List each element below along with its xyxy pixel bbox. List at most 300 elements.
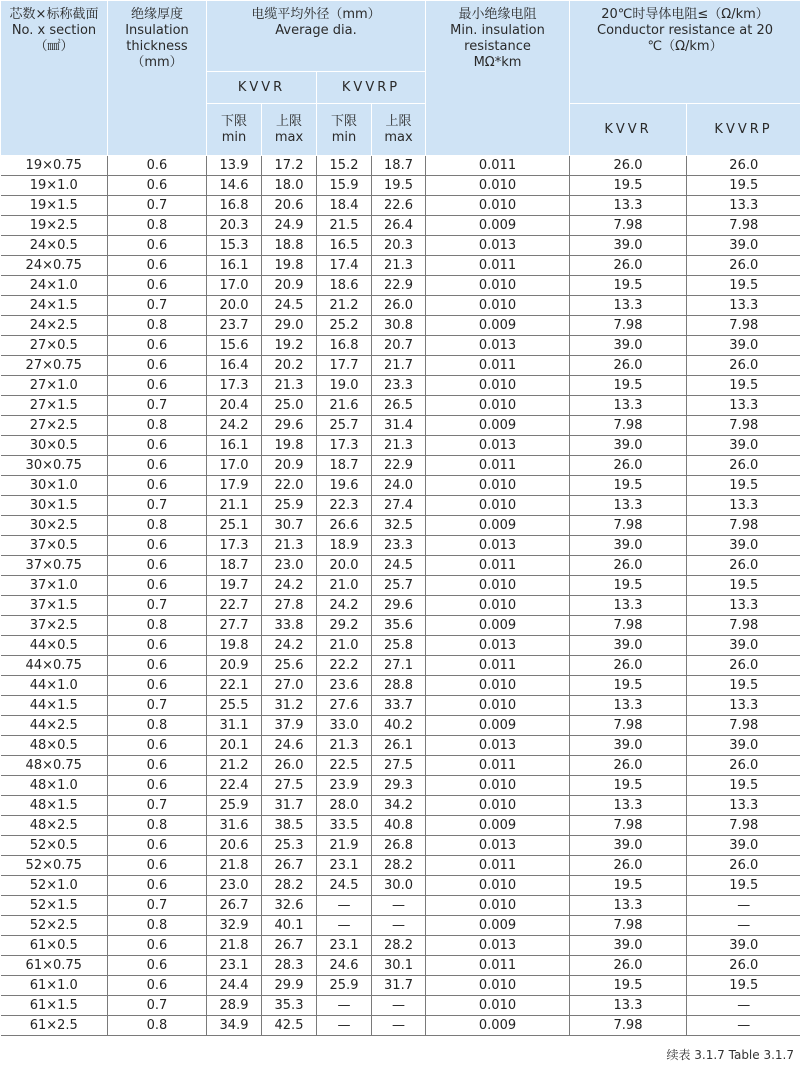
cell-kvvrp-dia-max: 29.3 bbox=[372, 776, 426, 796]
cell-kvvrp-dia-max: 30.1 bbox=[372, 956, 426, 976]
cell-kvvrp-conductor-resistance: — bbox=[687, 1016, 800, 1036]
table-row bbox=[1, 816, 800, 836]
cell-kvvrp-dia-max: 32.5 bbox=[372, 516, 426, 536]
cell-kvvr-dia-min: 27.7 bbox=[207, 616, 262, 636]
cell-kvvrp-conductor-resistance: 19.5 bbox=[687, 176, 800, 196]
cell-kvvr-conductor-resistance: 7.98 bbox=[570, 416, 687, 436]
cell-min-insulation-resistance: 0.009 bbox=[426, 316, 570, 336]
cell-kvvrp-dia-min: 21.9 bbox=[317, 836, 372, 856]
cell-min-insulation-resistance: 0.011 bbox=[426, 956, 570, 976]
cell-core-section: 48×1.0 bbox=[1, 776, 108, 796]
cell-kvvr-dia-min: 21.2 bbox=[207, 756, 262, 776]
cell-kvvrp-dia-max: 33.7 bbox=[372, 696, 426, 716]
cell-min-insulation-resistance: 0.010 bbox=[426, 296, 570, 316]
cell-insulation-thickness: 0.8 bbox=[108, 216, 207, 236]
cell-min-insulation-resistance: 0.011 bbox=[426, 156, 570, 176]
cell-kvvr-dia-max: 20.2 bbox=[262, 356, 317, 376]
cell-kvvr-dia-min: 18.7 bbox=[207, 556, 262, 576]
cell-kvvrp-conductor-resistance: 26.0 bbox=[687, 756, 800, 776]
cell-kvvr-conductor-resistance: 7.98 bbox=[570, 516, 687, 536]
cell-kvvr-dia-max: 19.8 bbox=[262, 256, 317, 276]
cell-kvvrp-dia-min: 18.4 bbox=[317, 196, 372, 216]
cell-min-insulation-resistance: 0.013 bbox=[426, 936, 570, 956]
cell-core-section: 61×1.5 bbox=[1, 996, 108, 1016]
cell-kvvr-dia-max: 31.2 bbox=[262, 696, 317, 716]
cell-kvvr-dia-max: 38.5 bbox=[262, 816, 317, 836]
cell-insulation-thickness: 0.7 bbox=[108, 796, 207, 816]
cell-insulation-thickness: 0.6 bbox=[108, 776, 207, 796]
cell-kvvrp-dia-max: 26.4 bbox=[372, 216, 426, 236]
table-row bbox=[1, 376, 800, 396]
cell-min-insulation-resistance: 0.010 bbox=[426, 796, 570, 816]
cell-kvvrp-conductor-resistance: 19.5 bbox=[687, 776, 800, 796]
cell-kvvrp-dia-min: 19.6 bbox=[317, 476, 372, 496]
cell-kvvrp-conductor-resistance: 7.98 bbox=[687, 516, 800, 536]
table-row bbox=[1, 796, 800, 816]
cell-kvvr-dia-min: 23.7 bbox=[207, 316, 262, 336]
cell-kvvr-dia-max: 30.7 bbox=[262, 516, 317, 536]
cell-kvvrp-conductor-resistance: 7.98 bbox=[687, 616, 800, 636]
cell-kvvr-dia-min: 16.4 bbox=[207, 356, 262, 376]
cell-kvvrp-dia-min: 17.7 bbox=[317, 356, 372, 376]
cell-kvvr-dia-max: 18.8 bbox=[262, 236, 317, 256]
cell-core-section: 24×0.75 bbox=[1, 256, 108, 276]
cell-kvvrp-dia-min: 21.6 bbox=[317, 396, 372, 416]
cell-core-section: 44×1.5 bbox=[1, 696, 108, 716]
cell-core-section: 48×0.5 bbox=[1, 736, 108, 756]
cell-kvvr-dia-min: 20.3 bbox=[207, 216, 262, 236]
cell-min-insulation-resistance: 0.013 bbox=[426, 436, 570, 456]
cell-core-section: 52×1.5 bbox=[1, 896, 108, 916]
cell-kvvrp-conductor-resistance: 39.0 bbox=[687, 436, 800, 456]
cell-kvvr-conductor-resistance: 26.0 bbox=[570, 556, 687, 576]
cell-kvvrp-conductor-resistance: 39.0 bbox=[687, 936, 800, 956]
cell-kvvrp-conductor-resistance: 39.0 bbox=[687, 336, 800, 356]
cell-insulation-thickness: 0.6 bbox=[108, 456, 207, 476]
table-row bbox=[1, 436, 800, 456]
cell-kvvr-dia-min: 13.9 bbox=[207, 156, 262, 176]
cell-kvvrp-conductor-resistance: 39.0 bbox=[687, 836, 800, 856]
cell-kvvrp-dia-min: 28.0 bbox=[317, 796, 372, 816]
cell-kvvrp-dia-max: 20.7 bbox=[372, 336, 426, 356]
cell-kvvrp-dia-min: 23.6 bbox=[317, 676, 372, 696]
cell-kvvrp-dia-max: 20.3 bbox=[372, 236, 426, 256]
header-kvvr-upper: 上限 max bbox=[262, 104, 317, 156]
cell-kvvrp-dia-min: 21.3 bbox=[317, 736, 372, 756]
cell-kvvrp-conductor-resistance: 7.98 bbox=[687, 316, 800, 336]
cell-core-section: 24×1.0 bbox=[1, 276, 108, 296]
cell-min-insulation-resistance: 0.009 bbox=[426, 1016, 570, 1036]
cell-min-insulation-resistance: 0.013 bbox=[426, 836, 570, 856]
cell-kvvr-conductor-resistance: 26.0 bbox=[570, 956, 687, 976]
cell-min-insulation-resistance: 0.010 bbox=[426, 596, 570, 616]
table-row bbox=[1, 656, 800, 676]
cell-insulation-thickness: 0.6 bbox=[108, 356, 207, 376]
cell-kvvrp-dia-min: 23.1 bbox=[317, 856, 372, 876]
cell-min-insulation-resistance: 0.010 bbox=[426, 676, 570, 696]
cell-kvvrp-dia-min: 21.0 bbox=[317, 576, 372, 596]
cell-kvvr-dia-max: 32.6 bbox=[262, 896, 317, 916]
cell-kvvrp-dia-max: 26.0 bbox=[372, 296, 426, 316]
cell-core-section: 37×1.5 bbox=[1, 596, 108, 616]
cell-kvvrp-conductor-resistance: 13.3 bbox=[687, 696, 800, 716]
cell-kvvr-dia-min: 20.4 bbox=[207, 396, 262, 416]
cell-core-section: 27×2.5 bbox=[1, 416, 108, 436]
cell-kvvr-dia-min: 17.9 bbox=[207, 476, 262, 496]
cell-kvvr-dia-max: 26.7 bbox=[262, 936, 317, 956]
cell-min-insulation-resistance: 0.009 bbox=[426, 516, 570, 536]
cell-kvvrp-conductor-resistance: 39.0 bbox=[687, 736, 800, 756]
cell-kvvr-conductor-resistance: 26.0 bbox=[570, 356, 687, 376]
cell-kvvrp-conductor-resistance: 19.5 bbox=[687, 276, 800, 296]
cell-kvvr-conductor-resistance: 7.98 bbox=[570, 216, 687, 236]
cell-core-section: 19×0.75 bbox=[1, 156, 108, 176]
cell-kvvr-dia-min: 17.3 bbox=[207, 536, 262, 556]
cell-kvvr-dia-min: 34.9 bbox=[207, 1016, 262, 1036]
cell-kvvr-dia-max: 29.9 bbox=[262, 976, 317, 996]
table-row bbox=[1, 276, 800, 296]
cell-insulation-thickness: 0.7 bbox=[108, 196, 207, 216]
cell-min-insulation-resistance: 0.010 bbox=[426, 876, 570, 896]
cell-kvvr-dia-min: 28.9 bbox=[207, 996, 262, 1016]
cell-insulation-thickness: 0.8 bbox=[108, 916, 207, 936]
cell-kvvrp-dia-min: 20.0 bbox=[317, 556, 372, 576]
table-row bbox=[1, 836, 800, 856]
table-row bbox=[1, 956, 800, 976]
cell-kvvrp-conductor-resistance: 39.0 bbox=[687, 236, 800, 256]
cell-kvvr-conductor-resistance: 19.5 bbox=[570, 876, 687, 896]
cell-kvvrp-dia-min: 19.0 bbox=[317, 376, 372, 396]
table-row bbox=[1, 196, 800, 216]
cell-kvvrp-conductor-resistance: 26.0 bbox=[687, 256, 800, 276]
cell-kvvr-dia-max: 24.9 bbox=[262, 216, 317, 236]
cell-insulation-thickness: 0.6 bbox=[108, 176, 207, 196]
cell-kvvrp-conductor-resistance: 7.98 bbox=[687, 216, 800, 236]
table-row bbox=[1, 476, 800, 496]
cell-kvvrp-dia-min: 27.6 bbox=[317, 696, 372, 716]
cell-kvvr-dia-min: 19.7 bbox=[207, 576, 262, 596]
cell-kvvr-dia-max: 40.1 bbox=[262, 916, 317, 936]
cell-kvvrp-dia-max: 22.9 bbox=[372, 456, 426, 476]
cell-insulation-thickness: 0.6 bbox=[108, 336, 207, 356]
cell-insulation-thickness: 0.6 bbox=[108, 476, 207, 496]
cell-kvvrp-dia-max: 27.4 bbox=[372, 496, 426, 516]
cell-kvvrp-dia-max: 34.2 bbox=[372, 796, 426, 816]
cell-kvvrp-dia-min: 24.6 bbox=[317, 956, 372, 976]
cell-kvvr-dia-min: 15.6 bbox=[207, 336, 262, 356]
cell-kvvr-dia-max: 29.6 bbox=[262, 416, 317, 436]
cell-kvvrp-dia-max: — bbox=[372, 916, 426, 936]
cell-kvvrp-dia-min: 24.5 bbox=[317, 876, 372, 896]
cell-kvvr-conductor-resistance: 26.0 bbox=[570, 456, 687, 476]
cell-core-section: 44×0.75 bbox=[1, 656, 108, 676]
cell-kvvr-dia-min: 20.9 bbox=[207, 656, 262, 676]
cell-kvvrp-dia-min: 18.9 bbox=[317, 536, 372, 556]
table-row bbox=[1, 396, 800, 416]
cell-kvvr-conductor-resistance: 13.3 bbox=[570, 396, 687, 416]
cell-kvvrp-dia-min: 25.7 bbox=[317, 416, 372, 436]
cell-kvvr-conductor-resistance: 39.0 bbox=[570, 536, 687, 556]
cell-kvvr-dia-max: 28.2 bbox=[262, 876, 317, 896]
cell-kvvr-dia-max: 20.9 bbox=[262, 276, 317, 296]
table-caption: 续表 3.1.7 Table 3.1.7 bbox=[666, 1048, 794, 1062]
cell-kvvrp-dia-max: 31.4 bbox=[372, 416, 426, 436]
cell-kvvr-dia-min: 22.7 bbox=[207, 596, 262, 616]
cell-core-section: 61×0.75 bbox=[1, 956, 108, 976]
header-min-insulation-resistance: 最小绝缘电阻 Min. insulation resistance MΩ*km bbox=[426, 1, 570, 156]
cell-kvvrp-dia-min: 29.2 bbox=[317, 616, 372, 636]
cell-insulation-thickness: 0.7 bbox=[108, 896, 207, 916]
cell-kvvr-conductor-resistance: 7.98 bbox=[570, 916, 687, 936]
cell-kvvr-dia-max: 33.8 bbox=[262, 616, 317, 636]
cell-insulation-thickness: 0.8 bbox=[108, 516, 207, 536]
cell-core-section: 30×0.75 bbox=[1, 456, 108, 476]
cell-kvvr-conductor-resistance: 26.0 bbox=[570, 756, 687, 776]
cell-kvvr-dia-min: 16.8 bbox=[207, 196, 262, 216]
table-row bbox=[1, 356, 800, 376]
cell-insulation-thickness: 0.6 bbox=[108, 656, 207, 676]
cell-kvvrp-dia-max: 26.1 bbox=[372, 736, 426, 756]
cell-kvvr-dia-max: 27.0 bbox=[262, 676, 317, 696]
cell-insulation-thickness: 0.6 bbox=[108, 836, 207, 856]
cell-insulation-thickness: 0.8 bbox=[108, 416, 207, 436]
cell-kvvr-dia-min: 20.1 bbox=[207, 736, 262, 756]
cell-kvvr-dia-max: 26.0 bbox=[262, 756, 317, 776]
table-row bbox=[1, 916, 800, 936]
table-row bbox=[1, 696, 800, 716]
cell-kvvrp-conductor-resistance: 19.5 bbox=[687, 676, 800, 696]
cell-kvvrp-conductor-resistance: 13.3 bbox=[687, 596, 800, 616]
cell-kvvrp-dia-max: 24.5 bbox=[372, 556, 426, 576]
cell-kvvrp-conductor-resistance: 26.0 bbox=[687, 556, 800, 576]
cell-kvvr-conductor-resistance: 39.0 bbox=[570, 936, 687, 956]
cell-kvvr-conductor-resistance: 39.0 bbox=[570, 236, 687, 256]
cell-kvvr-dia-min: 21.8 bbox=[207, 936, 262, 956]
cell-min-insulation-resistance: 0.009 bbox=[426, 616, 570, 636]
cell-kvvrp-conductor-resistance: 19.5 bbox=[687, 476, 800, 496]
table-row bbox=[1, 1016, 800, 1036]
cell-kvvr-dia-max: 21.3 bbox=[262, 376, 317, 396]
table-row bbox=[1, 536, 800, 556]
cell-insulation-thickness: 0.8 bbox=[108, 616, 207, 636]
cell-min-insulation-resistance: 0.011 bbox=[426, 856, 570, 876]
cell-min-insulation-resistance: 0.010 bbox=[426, 276, 570, 296]
cell-min-insulation-resistance: 0.010 bbox=[426, 896, 570, 916]
cell-core-section: 19×1.5 bbox=[1, 196, 108, 216]
cell-kvvr-conductor-resistance: 26.0 bbox=[570, 856, 687, 876]
table-row bbox=[1, 856, 800, 876]
cell-min-insulation-resistance: 0.011 bbox=[426, 356, 570, 376]
cell-kvvrp-conductor-resistance: 7.98 bbox=[687, 716, 800, 736]
cell-insulation-thickness: 0.6 bbox=[108, 256, 207, 276]
table-row bbox=[1, 896, 800, 916]
cell-kvvr-dia-max: 35.3 bbox=[262, 996, 317, 1016]
cell-min-insulation-resistance: 0.013 bbox=[426, 736, 570, 756]
cell-kvvrp-conductor-resistance: 26.0 bbox=[687, 456, 800, 476]
header-kvvrp-dia: KVVRP bbox=[317, 72, 426, 104]
cell-kvvr-dia-max: 24.2 bbox=[262, 636, 317, 656]
cell-kvvrp-dia-min: — bbox=[317, 896, 372, 916]
table-row bbox=[1, 596, 800, 616]
cell-insulation-thickness: 0.6 bbox=[108, 636, 207, 656]
header-kvvrp-lower: 下限 min bbox=[317, 104, 372, 156]
header-kvvr-dia: KVVR bbox=[207, 72, 317, 104]
cell-kvvrp-conductor-resistance: — bbox=[687, 896, 800, 916]
cell-kvvrp-dia-max: 21.3 bbox=[372, 436, 426, 456]
cell-kvvrp-dia-min: 21.5 bbox=[317, 216, 372, 236]
table-row bbox=[1, 556, 800, 576]
cell-min-insulation-resistance: 0.013 bbox=[426, 236, 570, 256]
cell-kvvrp-conductor-resistance: 7.98 bbox=[687, 416, 800, 436]
cell-kvvrp-dia-max: 22.9 bbox=[372, 276, 426, 296]
cell-kvvrp-dia-max: 35.6 bbox=[372, 616, 426, 636]
cell-kvvr-dia-min: 21.1 bbox=[207, 496, 262, 516]
table-row bbox=[1, 496, 800, 516]
table-row bbox=[1, 996, 800, 1016]
header-average-diameter: 电缆平均外径（mm） Average dia. bbox=[207, 1, 426, 72]
cell-min-insulation-resistance: 0.010 bbox=[426, 996, 570, 1016]
cell-kvvr-dia-min: 16.1 bbox=[207, 436, 262, 456]
cell-kvvr-dia-min: 22.1 bbox=[207, 676, 262, 696]
cell-insulation-thickness: 0.6 bbox=[108, 676, 207, 696]
cell-kvvrp-dia-min: 15.2 bbox=[317, 156, 372, 176]
cell-kvvrp-dia-max: 23.3 bbox=[372, 376, 426, 396]
cell-kvvr-dia-min: 26.7 bbox=[207, 896, 262, 916]
cell-core-section: 19×1.0 bbox=[1, 176, 108, 196]
cell-kvvrp-dia-max: 19.5 bbox=[372, 176, 426, 196]
table-row bbox=[1, 316, 800, 336]
cell-kvvrp-dia-min: 24.2 bbox=[317, 596, 372, 616]
cell-kvvrp-dia-min: 22.5 bbox=[317, 756, 372, 776]
cell-core-section: 30×1.0 bbox=[1, 476, 108, 496]
cell-kvvrp-conductor-resistance: 13.3 bbox=[687, 496, 800, 516]
cell-kvvrp-conductor-resistance: 19.5 bbox=[687, 576, 800, 596]
cell-kvvr-dia-min: 31.6 bbox=[207, 816, 262, 836]
table-row bbox=[1, 616, 800, 636]
cell-kvvr-conductor-resistance: 13.3 bbox=[570, 296, 687, 316]
cell-core-section: 52×0.75 bbox=[1, 856, 108, 876]
cell-insulation-thickness: 0.6 bbox=[108, 936, 207, 956]
cell-kvvrp-dia-max: 28.2 bbox=[372, 936, 426, 956]
cell-kvvrp-dia-max: 28.8 bbox=[372, 676, 426, 696]
cell-kvvr-conductor-resistance: 19.5 bbox=[570, 976, 687, 996]
cell-min-insulation-resistance: 0.010 bbox=[426, 496, 570, 516]
cell-kvvrp-conductor-resistance: 39.0 bbox=[687, 636, 800, 656]
table-body bbox=[1, 156, 800, 1036]
cell-min-insulation-resistance: 0.010 bbox=[426, 696, 570, 716]
table-row bbox=[1, 636, 800, 656]
cell-min-insulation-resistance: 0.010 bbox=[426, 476, 570, 496]
cell-kvvrp-dia-min: — bbox=[317, 996, 372, 1016]
cell-insulation-thickness: 0.8 bbox=[108, 316, 207, 336]
cell-insulation-thickness: 0.6 bbox=[108, 556, 207, 576]
cell-kvvrp-dia-min: 23.1 bbox=[317, 936, 372, 956]
header-insulation-thickness: 绝缘厚度 Insulation thickness （mm） bbox=[108, 1, 207, 156]
cell-kvvr-dia-min: 25.1 bbox=[207, 516, 262, 536]
cell-min-insulation-resistance: 0.009 bbox=[426, 716, 570, 736]
cell-kvvr-dia-min: 15.3 bbox=[207, 236, 262, 256]
header-kvvrp-upper: 上限 max bbox=[372, 104, 426, 156]
cell-kvvrp-dia-max: 26.8 bbox=[372, 836, 426, 856]
cell-kvvr-conductor-resistance: 13.3 bbox=[570, 596, 687, 616]
cell-kvvr-dia-max: 25.6 bbox=[262, 656, 317, 676]
cell-kvvrp-dia-min: 25.9 bbox=[317, 976, 372, 996]
cell-core-section: 24×0.5 bbox=[1, 236, 108, 256]
cell-kvvr-conductor-resistance: 13.3 bbox=[570, 496, 687, 516]
cell-kvvr-dia-min: 14.6 bbox=[207, 176, 262, 196]
cell-min-insulation-resistance: 0.013 bbox=[426, 636, 570, 656]
cell-kvvr-conductor-resistance: 39.0 bbox=[570, 436, 687, 456]
cell-kvvrp-dia-min: 23.9 bbox=[317, 776, 372, 796]
cell-core-section: 37×0.75 bbox=[1, 556, 108, 576]
cell-kvvr-conductor-resistance: 39.0 bbox=[570, 836, 687, 856]
cell-core-section: 37×1.0 bbox=[1, 576, 108, 596]
table-row bbox=[1, 156, 800, 176]
cell-kvvrp-dia-max: 25.8 bbox=[372, 636, 426, 656]
cell-kvvr-conductor-resistance: 19.5 bbox=[570, 176, 687, 196]
cell-min-insulation-resistance: 0.010 bbox=[426, 396, 570, 416]
table-row bbox=[1, 416, 800, 436]
cell-kvvr-dia-max: 22.0 bbox=[262, 476, 317, 496]
cell-kvvrp-dia-min: 16.8 bbox=[317, 336, 372, 356]
cell-kvvrp-dia-min: — bbox=[317, 1016, 372, 1036]
cell-kvvr-dia-max: 18.0 bbox=[262, 176, 317, 196]
cell-kvvr-dia-max: 20.9 bbox=[262, 456, 317, 476]
cell-core-section: 37×0.5 bbox=[1, 536, 108, 556]
cell-core-section: 30×1.5 bbox=[1, 496, 108, 516]
cell-kvvr-conductor-resistance: 19.5 bbox=[570, 276, 687, 296]
cell-core-section: 37×2.5 bbox=[1, 616, 108, 636]
cell-kvvr-conductor-resistance: 13.3 bbox=[570, 896, 687, 916]
cell-kvvr-dia-min: 23.1 bbox=[207, 956, 262, 976]
cell-kvvrp-dia-max: 24.0 bbox=[372, 476, 426, 496]
cell-min-insulation-resistance: 0.011 bbox=[426, 556, 570, 576]
cell-core-section: 48×1.5 bbox=[1, 796, 108, 816]
cell-kvvr-dia-min: 17.3 bbox=[207, 376, 262, 396]
cell-kvvr-dia-max: 28.3 bbox=[262, 956, 317, 976]
table-row bbox=[1, 576, 800, 596]
cell-core-section: 61×0.5 bbox=[1, 936, 108, 956]
cell-core-section: 48×0.75 bbox=[1, 756, 108, 776]
cell-kvvr-dia-max: 25.9 bbox=[262, 496, 317, 516]
cell-core-section: 27×0.75 bbox=[1, 356, 108, 376]
cell-kvvrp-dia-max: 28.2 bbox=[372, 856, 426, 876]
cell-kvvr-conductor-resistance: 26.0 bbox=[570, 656, 687, 676]
cell-kvvrp-dia-max: 30.0 bbox=[372, 876, 426, 896]
cell-kvvrp-conductor-resistance: 19.5 bbox=[687, 376, 800, 396]
cell-kvvrp-dia-max: 31.7 bbox=[372, 976, 426, 996]
cell-kvvrp-dia-min: 22.3 bbox=[317, 496, 372, 516]
cell-insulation-thickness: 0.7 bbox=[108, 696, 207, 716]
cell-kvvr-dia-min: 24.4 bbox=[207, 976, 262, 996]
cell-min-insulation-resistance: 0.011 bbox=[426, 756, 570, 776]
cell-kvvrp-dia-min: 22.2 bbox=[317, 656, 372, 676]
cell-kvvr-conductor-resistance: 7.98 bbox=[570, 716, 687, 736]
cell-min-insulation-resistance: 0.009 bbox=[426, 416, 570, 436]
cell-kvvrp-dia-min: 21.2 bbox=[317, 296, 372, 316]
cell-kvvrp-conductor-resistance: 39.0 bbox=[687, 536, 800, 556]
cell-kvvr-dia-max: 29.0 bbox=[262, 316, 317, 336]
cell-min-insulation-resistance: 0.010 bbox=[426, 196, 570, 216]
cell-kvvrp-dia-max: — bbox=[372, 996, 426, 1016]
cell-kvvr-conductor-resistance: 26.0 bbox=[570, 156, 687, 176]
cell-kvvrp-dia-min: 25.2 bbox=[317, 316, 372, 336]
cell-core-section: 27×0.5 bbox=[1, 336, 108, 356]
cell-kvvr-conductor-resistance: 7.98 bbox=[570, 816, 687, 836]
cell-kvvrp-dia-min: 18.6 bbox=[317, 276, 372, 296]
cell-min-insulation-resistance: 0.009 bbox=[426, 816, 570, 836]
cell-kvvr-dia-max: 31.7 bbox=[262, 796, 317, 816]
